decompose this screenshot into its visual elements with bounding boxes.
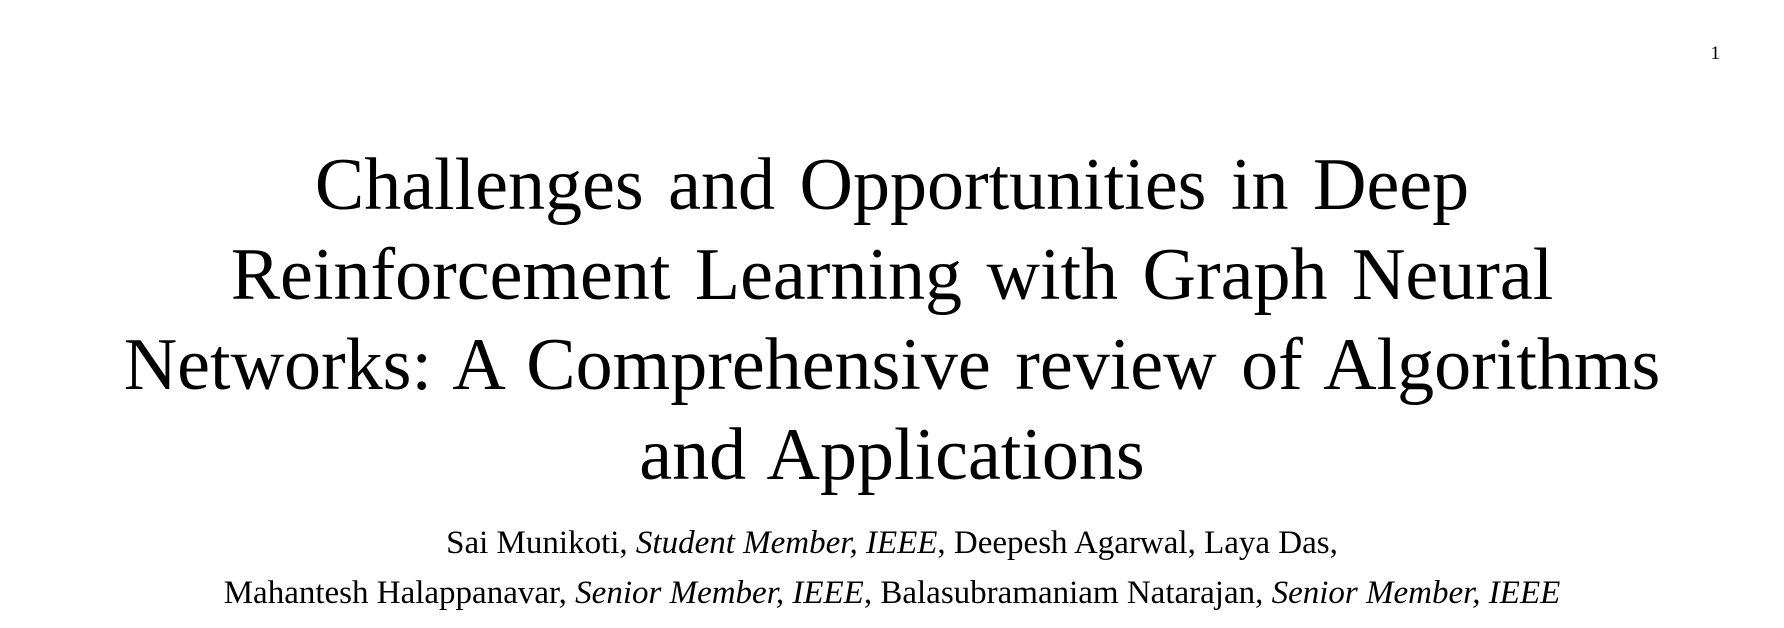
author-others: , Deepesh Agarwal, Laya Das,: [937, 525, 1338, 561]
paper-title: [0, 140, 1784, 500]
author-mahantesh-halappanavar: Mahantesh Halappanavar,: [223, 575, 576, 611]
title-line-4: and Applications: [639, 414, 1145, 496]
author-sai-munikoti: Sai Munikoti,: [446, 525, 636, 561]
title-line-2: Reinforcement Learning with Graph Neural: [230, 234, 1554, 316]
title-line-3: Networks: A Comprehensive review of Algorithms: [123, 324, 1661, 406]
title-line-1: Challenges and Opportunities in Deep: [314, 144, 1470, 226]
author-membership-1: Student Member, IEEE: [635, 525, 938, 561]
author-line-2: [0, 568, 1784, 618]
author-membership-2: Senior Member, IEEE: [575, 575, 864, 611]
author-membership-3: Senior Member, IEEE: [1271, 575, 1561, 611]
author-line-1: [0, 518, 1784, 568]
author-list: [0, 518, 1784, 618]
author-balasubramaniam-natarajan: , Balasubramaniam Natarajan,: [863, 575, 1272, 611]
page-number: 1: [1710, 43, 1720, 64]
